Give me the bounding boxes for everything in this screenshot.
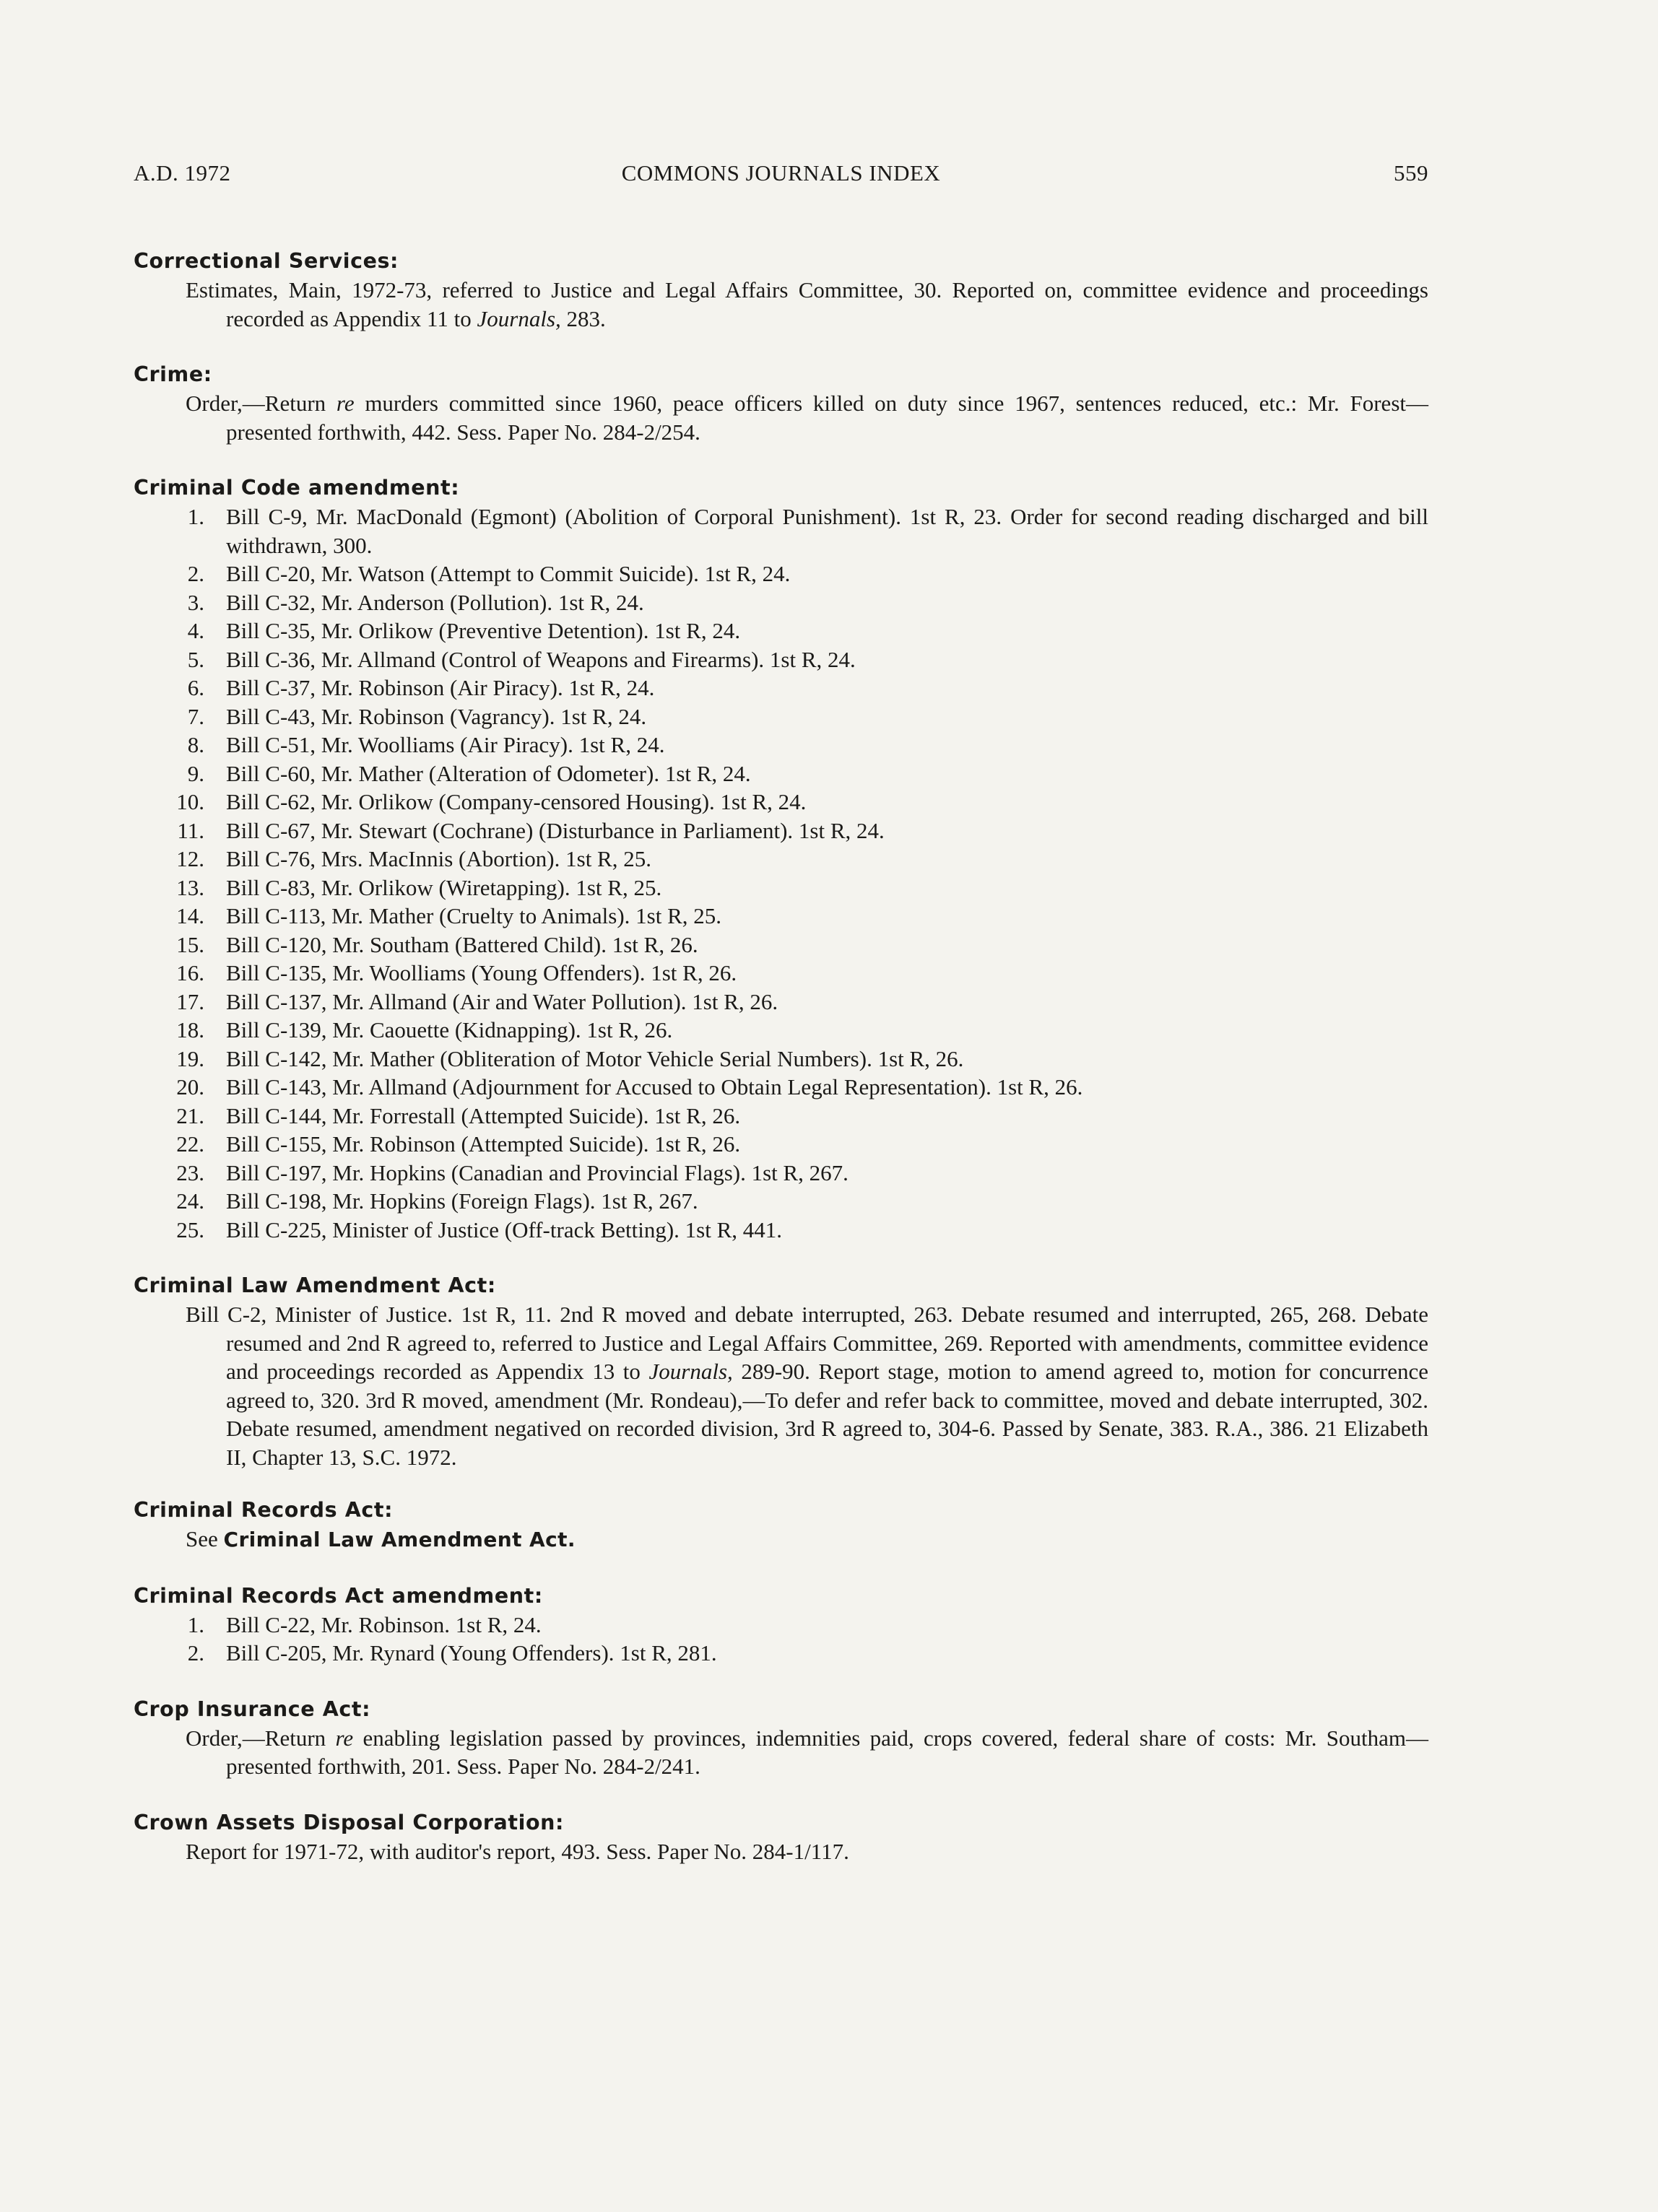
item-text: Bill C-32, Mr. Anderson (Pollution). 1st R, 24. [226, 589, 644, 615]
item-number: 19. [176, 1045, 204, 1071]
item-text: Bill C-67, Mr. Stewart (Cochrane) (Disturbance in Parliament). 1st R, 24. [226, 817, 885, 843]
item-number: 11. [177, 817, 204, 843]
item-text: Bill C-9, Mr. MacDonald (Egmont) (Abolition of Corporal Punishment). 1st R, 23. Order for second reading discharged and bill withdrawn, 300. [226, 504, 1428, 558]
bill-list [134, 502, 1428, 1244]
item-number: 12. [176, 846, 204, 871]
entry-criminal-records-act [134, 1496, 1428, 1554]
list-item [134, 817, 1428, 845]
list-item [134, 617, 1428, 645]
item-number: 1. [187, 504, 204, 529]
list-item [134, 1187, 1428, 1216]
item-number: 4. [187, 618, 204, 643]
list-item [134, 1639, 1428, 1668]
see-target: Criminal Law Amendment Act. [223, 1528, 576, 1551]
list-item [134, 674, 1428, 702]
item-text: Bill C-144, Mr. Forrestall (Attempted Suicide). 1st R, 26. [226, 1102, 741, 1128]
list-item [134, 874, 1428, 902]
list-item [134, 502, 1428, 559]
entry-correctional-services [134, 247, 1428, 333]
entry-text-tail: 289-90. Report stage, motion to amend agreed to, motion for concurrence agreed to, 320. 3rd R moved, amendment (Mr. Rondeau),—To defer and refer back to committee, moved and debate interrupted, 302. Debate resumed, amendment negatived on recorded division, 3rd R agreed to, 304-6. Passed by Senate, 383. R.A., 386. 21 Elizabeth II, Chapter 13, S.C. 1972. [226, 1359, 1429, 1470]
entry-criminal-law-amendment-act [134, 1271, 1428, 1471]
entry-heading: Criminal Records Act amendment: [134, 1583, 543, 1608]
header-title: COMMONS JOURNALS INDEX [621, 160, 941, 186]
list-item [134, 788, 1428, 817]
item-text: Bill C-43, Mr. Robinson (Vagrancy). 1st R, 24. [226, 703, 647, 729]
item-number: 22. [176, 1131, 204, 1157]
item-text: Bill C-37, Mr. Robinson (Air Piracy). 1st R, 24. [226, 675, 655, 700]
item-number: 21. [176, 1102, 204, 1128]
entry-text-pre: Order,—Return [186, 1725, 326, 1751]
entry-text [134, 1300, 1428, 1471]
item-text: Bill C-137, Mr. Allmand (Air and Water Pollution). 1st R, 26. [226, 988, 778, 1014]
list-item [134, 902, 1428, 931]
list-item [134, 845, 1428, 874]
entry-crop-insurance-act [134, 1695, 1428, 1781]
list-item [134, 1159, 1428, 1188]
entry-criminal-records-act-amendment [134, 1582, 1428, 1668]
item-number: 24. [176, 1188, 204, 1214]
entry-text-italic: Journals, [648, 1359, 733, 1384]
item-number: 14. [176, 903, 204, 928]
item-text: Bill C-35, Mr. Orlikow (Preventive Detention). 1st R, 24. [226, 618, 741, 643]
item-text: Bill C-83, Mr. Orlikow (Wiretapping). 1st R, 25. [226, 874, 662, 900]
index-content [134, 247, 1428, 1893]
list-item [134, 931, 1428, 959]
item-number: 9. [187, 760, 204, 786]
item-number: 6. [187, 675, 204, 700]
item-text: Bill C-205, Mr. Rynard (Young Offenders). 1st R, 281. [226, 1640, 717, 1665]
item-text: Bill C-198, Mr. Hopkins (Foreign Flags). 1st R, 267. [226, 1188, 698, 1214]
list-item [134, 988, 1428, 1016]
list-item [134, 1045, 1428, 1074]
item-number: 25. [176, 1216, 204, 1242]
item-number: 17. [176, 988, 204, 1014]
entry-text-italic: re [335, 1725, 354, 1751]
list-item [134, 1102, 1428, 1131]
list-item [134, 1130, 1428, 1159]
entry-heading: Crime: [134, 362, 212, 386]
list-item [134, 1016, 1428, 1045]
list-item [134, 1073, 1428, 1102]
item-text: Bill C-139, Mr. Caouette (Kidnapping). 1st R, 26. [226, 1017, 673, 1042]
item-text: Bill C-62, Mr. Orlikow (Company-censored Housing). 1st R, 24. [226, 789, 807, 814]
item-text: Bill C-135, Mr. Woolliams (Young Offenders). 1st R, 26. [226, 960, 737, 985]
header-year: A.D. 1972 [134, 160, 231, 186]
list-item [134, 588, 1428, 617]
list-item [134, 1216, 1428, 1245]
list-item [134, 645, 1428, 674]
item-text: Bill C-197, Mr. Hopkins (Canadian and Provincial Flags). 1st R, 267. [226, 1159, 848, 1185]
entry-criminal-code-amendment [134, 474, 1428, 1244]
entry-heading: Crop Insurance Act: [134, 1697, 371, 1721]
see-label: See [186, 1526, 218, 1551]
entry-heading: Criminal Records Act: [134, 1498, 394, 1522]
entry-text-italic: re [336, 391, 355, 416]
list-item [134, 959, 1428, 988]
item-text: Bill C-51, Mr. Woolliams (Air Piracy). 1st R, 24. [226, 732, 665, 757]
entry-text-pre: Order,—Return [186, 391, 326, 416]
entry-text: Report for 1971-72, with auditor's report, 493. Sess. Paper No. 284-1/117. [186, 1838, 849, 1864]
item-text: Bill C-143, Mr. Allmand (Adjournment for Accused to Obtain Legal Representation). 1st R, 26. [226, 1074, 1083, 1100]
item-number: 1. [187, 1611, 204, 1637]
bill-list [134, 1611, 1428, 1668]
item-text: Bill C-20, Mr. Watson (Attempt to Commit Suicide). 1st R, 24. [226, 561, 791, 586]
list-item [134, 731, 1428, 759]
entry-text [134, 389, 1428, 446]
item-number: 5. [187, 646, 204, 672]
entry-cross-reference [134, 1525, 1428, 1554]
entry-heading: Crown Assets Disposal Corporation: [134, 1810, 565, 1834]
item-text: Bill C-36, Mr. Allmand (Control of Weapons and Firearms). 1st R, 24. [226, 646, 856, 672]
item-text: Bill C-60, Mr. Mather (Alteration of Odometer). 1st R, 24. [226, 760, 751, 786]
item-number: 23. [176, 1159, 204, 1185]
item-number: 16. [176, 960, 204, 985]
item-number: 7. [187, 703, 204, 729]
page-number: 559 [1394, 160, 1428, 186]
entry-text-italic: Journals, [477, 305, 561, 331]
list-item [134, 702, 1428, 731]
list-item [134, 559, 1428, 588]
entry-text [134, 1724, 1428, 1781]
item-number: 15. [176, 931, 204, 957]
item-number: 3. [187, 589, 204, 615]
item-number: 8. [187, 732, 204, 757]
item-text: Bill C-155, Mr. Robinson (Attempted Suicide). 1st R, 26. [226, 1131, 741, 1157]
item-number: 2. [187, 1640, 204, 1665]
entry-crime [134, 360, 1428, 446]
item-text: Bill C-76, Mrs. MacInnis (Abortion). 1st R, 25. [226, 846, 651, 871]
entry-heading: Criminal Law Amendment Act: [134, 1273, 496, 1297]
item-number: 10. [176, 789, 204, 814]
entry-text-tail: enabling legislation passed by provinces, indemnities paid, crops covered, federal share of costs: Mr. Southam—presented forthwith, 201. Sess. Paper No. 284-2/241. [226, 1725, 1429, 1779]
entry-text-tail: 283. [566, 305, 606, 331]
item-number: 18. [176, 1017, 204, 1042]
item-text: Bill C-22, Mr. Robinson. 1st R, 24. [226, 1611, 542, 1637]
item-number: 20. [176, 1074, 204, 1100]
item-number: 13. [176, 874, 204, 900]
entry-heading: Correctional Services: [134, 249, 399, 273]
entry-heading: Criminal Code amendment: [134, 476, 460, 500]
entry-crown-assets-disposal-corporation [134, 1808, 1428, 1866]
entry-text-tail: murders committed since 1960, peace officers killed on duty since 1967, sentences reduced, etc.: Mr. Forest—presented forthwith, 442. Sess. Paper No. 284-2/254. [226, 391, 1428, 445]
item-text: Bill C-142, Mr. Mather (Obliteration of Motor Vehicle Serial Numbers). 1st R, 26. [226, 1045, 964, 1071]
list-item [134, 1611, 1428, 1640]
item-number: 2. [187, 561, 204, 586]
item-text: Bill C-225, Minister of Justice (Off-track Betting). 1st R, 441. [226, 1216, 783, 1242]
entry-text-main: Bill C-2, Minister of Justice. 1st R, 11. 2nd R moved and debate interrupted, 263. Debate resumed and interrupted, 265, 268. Debate resumed and 2nd R agreed to, referred to Justice and Legal Affairs Committee, 269. Reported with amendments, committee evidence and proceedings recorded as Appendix 13 to [186, 1302, 1428, 1384]
item-text: Bill C-113, Mr. Mather (Cruelty to Animals). 1st R, 25. [226, 903, 721, 928]
entry-text [134, 276, 1428, 333]
list-item [134, 759, 1428, 788]
item-text: Bill C-120, Mr. Southam (Battered Child). 1st R, 26. [226, 931, 698, 957]
entry-text-main: Estimates, Main, 1972-73, referred to Justice and Legal Affairs Committee, 30. Reported on, committee evidence and proceedings recorded as Appendix 11 to [186, 277, 1428, 331]
